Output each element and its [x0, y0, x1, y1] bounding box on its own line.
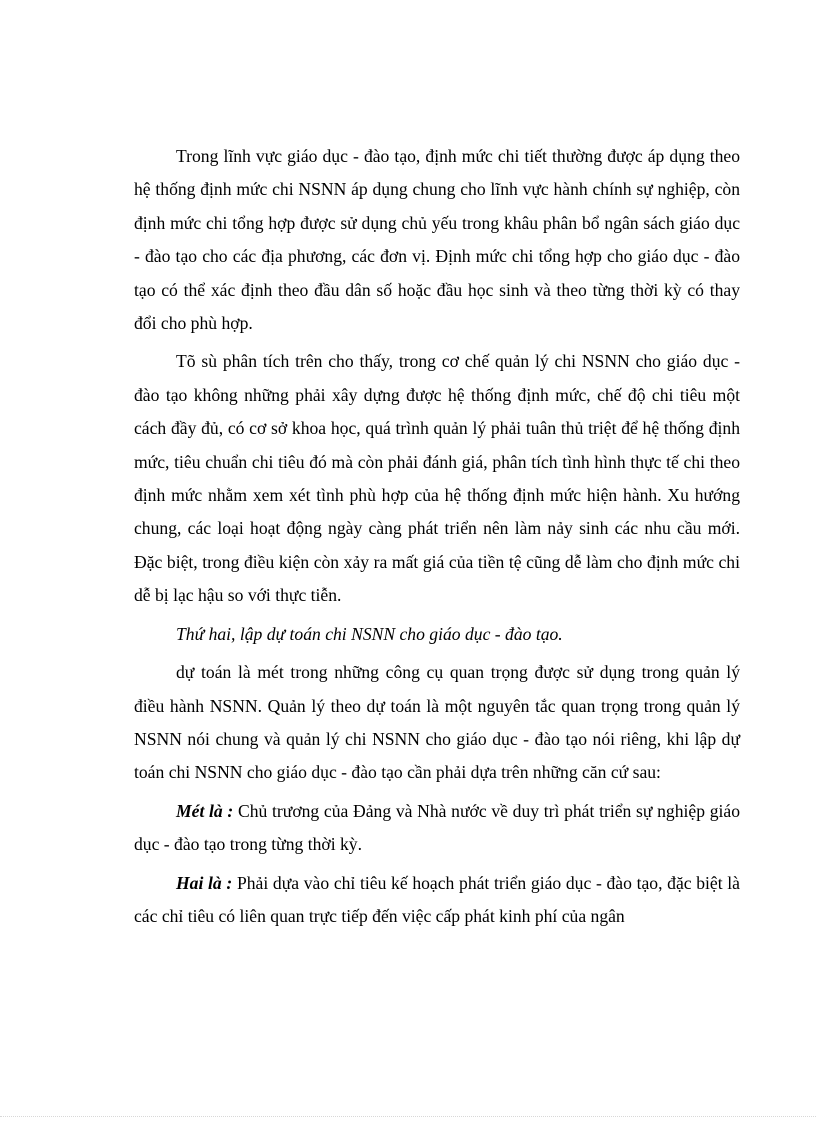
paragraph-basis-one [134, 795, 740, 862]
basis-two-lead: Hai là : [176, 872, 233, 893]
paragraph-budget-estimate: dự toán là mét trong những công cụ quan trọng được sử dụng trong quản lý điều hành NSNN. Quản lý theo dự toán là một nguyên tắc quan trọng trong quản lý NSNN nói chung và quản lý chi NSNN cho giáo dục - đào tạo nói riêng, khi lập dự toán chi NSNN cho giáo dục - đào tạo cần phải dựa trên những căn cứ sau: [134, 662, 740, 783]
paragraph-basis-two [134, 867, 740, 934]
basis-one-text: Chủ trương của Đảng và Nhà nước về duy trì phát triển sự nghiệp giáo dục - đào tạo trong từng thời kỳ. [134, 800, 740, 855]
basis-one-lead: Mét là : [176, 800, 234, 821]
paragraph-norms: Trong lĩnh vực giáo dục - đào tạo, định mức chi tiết thường được áp dụng theo hệ thống định mức chi NSNN áp dụng chung cho lĩnh vực hành chính sự nghiệp, còn định mức chi tổng hợp được sử dụng chủ yếu trong khâu phân bổ ngân sách giáo dục - đào tạo cho các địa phương, các đơn vị. Định mức chi tổng hợp cho giáo dục - đào tạo có thể xác định theo đầu dân số hoặc đầu học sinh và theo từng thời kỳ có thay đổi cho phù hợp. [134, 146, 740, 334]
paragraph-analysis: Tõ sù phân tích trên cho thấy, trong cơ chế quản lý chi NSNN cho giáo dục - đào tạo không những phải xây dựng được hệ thống định mức, chế độ chi tiêu một cách đầy đủ, có cơ sở khoa học, quá trình quản lý phải tuân thủ triệt để hệ thống định mức, tiêu chuẩn chi tiêu đó mà còn phải đánh giá, phân tích tình hình thực tế chi theo định mức nhằm xem xét tình phù hợp của hệ thống định mức hiện hành. Xu hướng chung, các loại hoạt động ngày càng phát triển nên làm nảy sinh các nhu cầu mới. Đặc biệt, trong điều kiện còn xảy ra mất giá của tiền tệ cũng dễ làm cho định mức chi dễ bị lạc hậu so với thực tiễn. [134, 351, 740, 606]
basis-two-text: Phải dựa vào chỉ tiêu kế hoạch phát triển giáo dục - đào tạo, đặc biệt là các chỉ tiêu có liên quan trực tiếp đến việc cấp phát kinh phí của ngân [134, 872, 740, 926]
section-heading-budget-estimate: Thứ hai, lập dự toán chi NSNN cho giáo dục - đào tạo. [176, 623, 563, 644]
page-bottom-rule [0, 1116, 816, 1117]
document-body [134, 140, 740, 938]
